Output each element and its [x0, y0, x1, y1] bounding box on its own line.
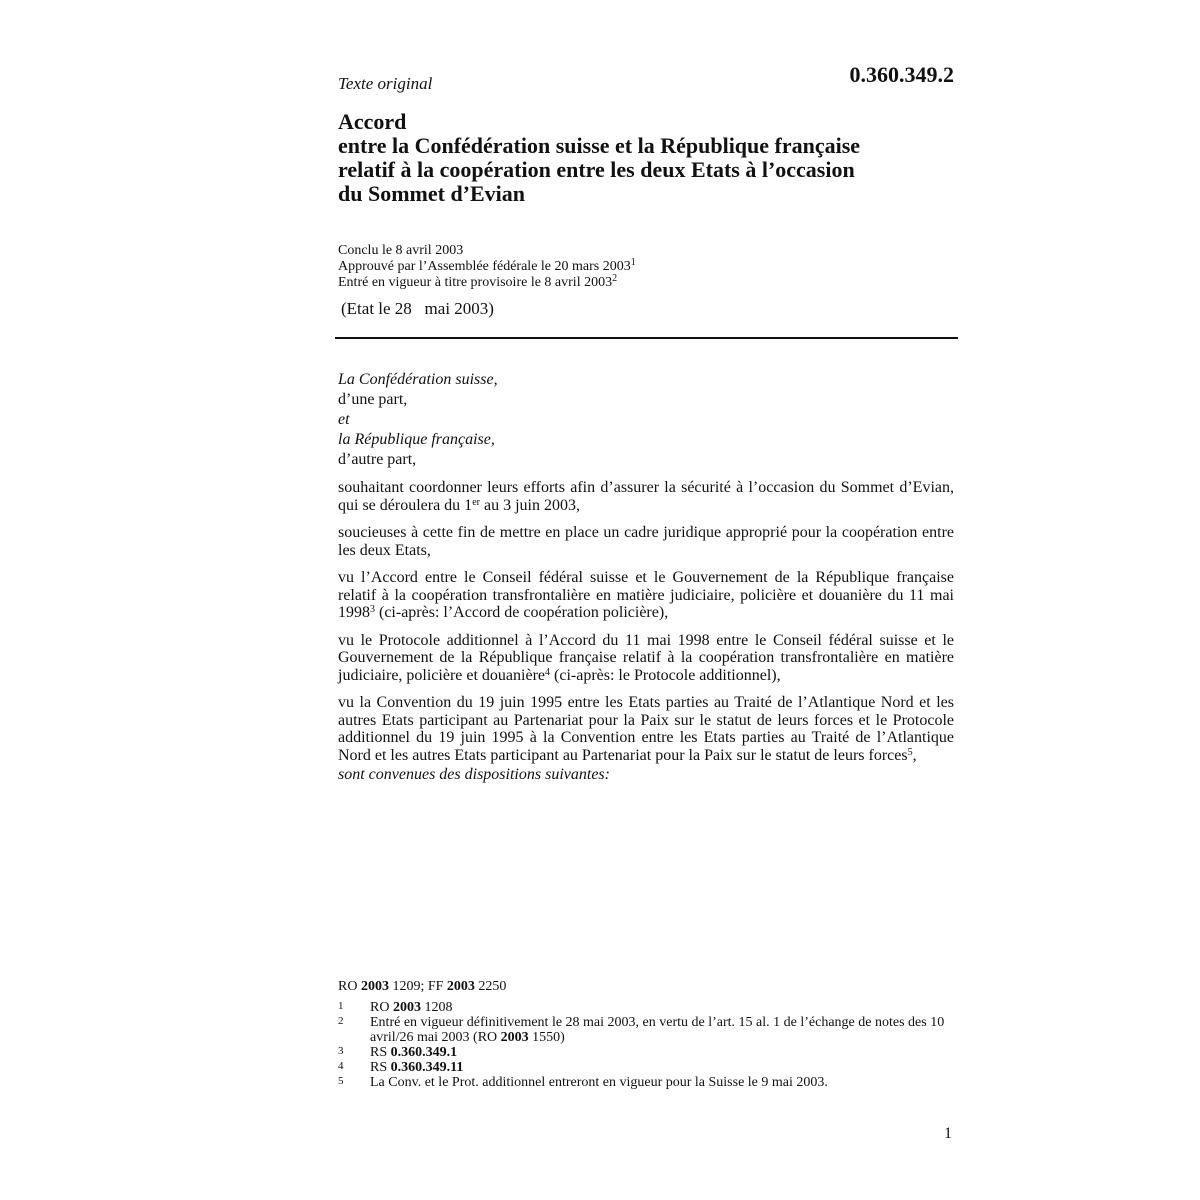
- ff-year: 2003: [446, 979, 475, 994]
- paragraph-3-text: vu l’Accord entre le Conseil fédéral suisse et le Gouvernement de la République française relatif à la coopération transfrontalière en matière judiciaire, policière et douanière du 11 mai 1998: [338, 569, 954, 621]
- texte-original-label: Texte original: [338, 74, 433, 93]
- footnote-prefix: RS: [370, 1045, 391, 1060]
- footnote-5: [338, 1075, 954, 1090]
- paragraph-4-tail: (ci-après: le Protocole additionnel),: [550, 666, 781, 684]
- footnote-rs-ref: 0.360.349.11: [390, 1060, 464, 1075]
- meta-block: [338, 243, 636, 291]
- footnote-text: [370, 1000, 954, 1015]
- horizontal-rule: [335, 337, 958, 339]
- footnote-1: [338, 1000, 954, 1015]
- paragraph-4-text: vu le Protocole additionnel à l’Accord du 11 mai 1998 entre le Conseil fédéral suisse et le Gouvernement de la République française relatif à la coopération transfrontalière en matière judiciaire, policière et douanière: [338, 631, 954, 684]
- title-line-4: du Sommet d’Evian: [338, 181, 526, 206]
- document-title: [338, 110, 958, 206]
- footnotes-block: [338, 1000, 954, 1090]
- footnote-prefix: RO: [370, 1000, 393, 1015]
- paragraph-5: [338, 694, 954, 764]
- paragraph-4: [338, 632, 954, 685]
- ro-year: 2003: [360, 979, 389, 994]
- footnote-4: [338, 1060, 954, 1075]
- entre-text: Entré en vigueur à titre provisoire le 8 avril 2003: [338, 275, 613, 290]
- paragraph-3-tail: (ci-après: l’Accord de coopération policière),: [375, 604, 669, 621]
- paragraph-1: [338, 479, 954, 514]
- title-line-1: Accord: [338, 109, 407, 134]
- footnote-ref-2[interactable]: 2: [612, 273, 618, 284]
- paragraph-5-text: vu la Convention du 19 juin 1995 entre les Etats parties au Traité de l’Atlantique Nord et les autres Etats participant au Partenariat pour la Paix sur le statut de leurs forces et le Protocole additionnel du 19 juin 1995 à la Convention entre les Etats parties au Traité de l’Atlantique Nord et les autres Etats participant au Partenariat pour la Paix sur le statut de leurs forces: [338, 694, 954, 764]
- footnote-3: [338, 1045, 954, 1060]
- approuve-text: Approuvé par l’Assemblée fédérale le 20 mars 2003: [338, 259, 631, 274]
- ro-prefix: RO: [338, 979, 361, 994]
- party-2-suffix: d’autre part,: [338, 451, 417, 468]
- closing-formula: sont convenues des dispositions suivantes:: [338, 766, 610, 783]
- footnote-year: 2003: [392, 1000, 421, 1015]
- footnote-number: 2: [338, 1015, 344, 1027]
- entre-line: [338, 275, 636, 291]
- et-conjunction: et: [338, 411, 350, 428]
- ff-page: 2250: [474, 979, 507, 994]
- sources-line: [338, 979, 506, 995]
- party-2: la République française,: [338, 431, 495, 448]
- footnote-number: 1: [338, 1000, 344, 1012]
- footnote-text-b: 1550): [528, 1030, 565, 1045]
- paragraph-2: soucieuses à cette fin de mettre en place un cadre juridique approprié pour la coopération entre les deux Etats,: [338, 524, 954, 559]
- title-line-3: relatif à la coopération entre les deux Etats à l’occasion: [338, 157, 855, 182]
- footnote-number: 3: [338, 1045, 344, 1057]
- etat-date: (Etat le 28 mai 2003): [341, 299, 494, 318]
- footnote-page: 1208: [420, 1000, 453, 1015]
- approuve-line: [338, 259, 636, 275]
- party-1: La Confédération suisse,: [338, 371, 498, 388]
- conclu-line: Conclu le 8 avril 2003: [338, 243, 464, 258]
- ordinal-superscript: er: [472, 496, 480, 508]
- footnote-text: [370, 1015, 954, 1045]
- footnote-text: La Conv. et le Prot. additionnel entreront en vigueur pour la Suisse le 9 mai 2003.: [370, 1075, 828, 1090]
- page-number: 1: [944, 1125, 952, 1142]
- footnote-ref-1[interactable]: 1: [630, 257, 636, 268]
- paragraph-3: [338, 569, 954, 622]
- footnote-text: [370, 1060, 954, 1075]
- footnote-ref-4[interactable]: 4: [545, 666, 551, 678]
- footnote-ref-5[interactable]: 5: [907, 746, 913, 758]
- footnote-text: [370, 1045, 954, 1060]
- title-line-2: entre la Confédération suisse et la République française: [338, 133, 861, 158]
- footnote-number: 4: [338, 1060, 344, 1072]
- ro-page: 1209; FF: [388, 979, 447, 994]
- footnote-text-a: Entré en vigueur définitivement le 28 mai 2003, en vertu de l’art. 15 al. 1 de l’échange de notes des 10 avril/26 mai 2003 (RO: [370, 1015, 945, 1045]
- footnote-number: 5: [338, 1075, 344, 1087]
- footnote-year: 2003: [500, 1030, 529, 1045]
- preamble-body: [338, 479, 954, 784]
- footnote-prefix: RS: [370, 1060, 391, 1075]
- sr-number: 0.360.349.2: [849, 62, 954, 87]
- footnote-ref-3[interactable]: 3: [370, 604, 375, 615]
- footnote-rs-ref: 0.360.349.1: [390, 1045, 458, 1060]
- parties-block: [338, 370, 498, 470]
- party-1-suffix: d’une part,: [338, 391, 408, 408]
- footnote-2: [338, 1015, 954, 1045]
- paragraph-5-tail: ,: [912, 746, 917, 764]
- paragraph-1-text: souhaitant coordonner leurs efforts afin d’assurer la sécurité à l’occasion du Sommet d’Evian, qui se déroulera du 1: [338, 479, 954, 514]
- paragraph-1-tail: au 3 juin 2003,: [479, 496, 580, 514]
